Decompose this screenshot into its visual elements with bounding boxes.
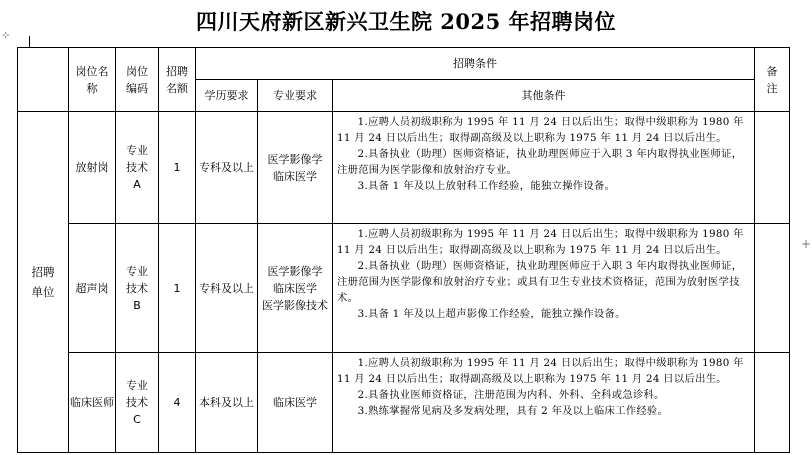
- education-requirement: 专科及以上: [196, 224, 258, 353]
- page-title: 四川天府新区新兴卫生院 2025 年招聘岗位: [195, 9, 617, 34]
- position-name: 放射岗: [69, 112, 116, 224]
- education-requirement: 专科及以上: [196, 112, 258, 224]
- table-row: [18, 112, 790, 224]
- position-name: 临床医师: [69, 353, 116, 453]
- other-conditions: [333, 112, 755, 224]
- major-line: 医学影像技术: [262, 298, 328, 312]
- remark-cell: [755, 224, 790, 353]
- position-code: [116, 112, 159, 224]
- code-line: 专业: [126, 144, 148, 157]
- header-conditions: 招聘条件: [196, 48, 755, 80]
- code-line: 专业: [126, 264, 148, 278]
- condition-item: 2.具备执业（助理）医师资格证，执业助理医师应于入职 3 年内取得执业医师证，注册范围为医学影像和放射治疗专业；或具有卫生专业技术资格证，范围为放射医学技术。: [337, 260, 743, 304]
- condition-item: 1.应聘人员初级职称为 1995 年 11 月 24 日以后出生；取得中级职称为 1980 年 11 月 24 日以后出生；取得副高级及以上职称为 1975 年 11 月 24 日以后出生。: [337, 357, 744, 385]
- major-line: 临床医学: [273, 396, 317, 409]
- quota-value: 1: [159, 224, 196, 353]
- header-row-1: [18, 48, 790, 80]
- major-requirement: [258, 224, 333, 353]
- header-other: 其他条件: [333, 80, 755, 112]
- add-column-icon[interactable]: +: [801, 237, 812, 251]
- major-line: 临床医学: [273, 169, 317, 183]
- condition-item: 3.熟练掌握常见病及多发病处理，具有 2 年及以上临床工作经验。: [357, 405, 669, 417]
- condition-item: 3.具备 1 年及以上放射科工作经验，能独立操作设备。: [357, 180, 616, 192]
- header-education: 学历要求: [196, 80, 258, 112]
- condition-item: 1.应聘人员初级职称为 1995 年 11 月 24 日以后出生；取得中级职称为 1980 年 11 月 24 日以后出生；取得副高级及以上职称为 1975 年 11 月 24 日以后出生。: [337, 228, 744, 256]
- position-name: 超声岗: [69, 224, 116, 353]
- major-requirement: [258, 353, 333, 453]
- header-unit-cell: [18, 48, 69, 112]
- condition-item: 1.应聘人员初级职称为 1995 年 11 月 24 日以后出生；取得中级职称为 1980 年 11 月 24 日以后出生；取得副高级及以上职称为 1975 年 11 月 24 日以后出生。: [337, 116, 744, 144]
- major-line: 医学影像学: [267, 264, 323, 278]
- other-conditions: [333, 224, 755, 353]
- job-table: [17, 47, 790, 453]
- code-line: 技术: [126, 281, 148, 295]
- move-handle-icon[interactable]: ⊹: [2, 31, 10, 41]
- header-remark: 备注: [755, 48, 790, 112]
- code-line: A: [133, 178, 141, 191]
- position-code: [116, 224, 159, 353]
- other-conditions: [333, 353, 755, 453]
- table-row: [18, 224, 790, 353]
- header-position-name: 岗位名称: [69, 48, 116, 112]
- table-row: [18, 353, 790, 453]
- header-major: 专业要求: [258, 80, 333, 112]
- condition-item: 2.具备执业（助理）医师资格证，执业助理医师应于入职 3 年内取得执业医师证，注册范围为医学影像和放射治疗专业。: [337, 148, 743, 176]
- recruiting-unit-cell: 招聘单位: [18, 112, 69, 453]
- quota-value: 4: [159, 353, 196, 453]
- education-requirement: 本科及以上: [196, 353, 258, 453]
- text-cursor: [29, 36, 30, 47]
- code-line: C: [133, 413, 141, 426]
- code-line: 专业: [126, 379, 148, 392]
- major-line: 临床医学: [273, 281, 317, 295]
- major-line: 医学影像学: [267, 152, 323, 166]
- code-line: 技术: [126, 161, 148, 174]
- condition-item: 3.具备 1 年及以上超声影像工作经验，能独立操作设备。: [357, 308, 626, 320]
- major-requirement: [258, 112, 333, 224]
- position-code: [116, 353, 159, 453]
- header-position-code: 岗位编码: [116, 48, 159, 112]
- code-line: 技术: [126, 396, 148, 409]
- quota-value: 1: [159, 112, 196, 224]
- condition-item: 2.具备执业医师资格证，注册范围为内科、外科、全科或急诊科。: [357, 389, 665, 401]
- code-line: B: [133, 298, 141, 312]
- remark-cell: [755, 112, 790, 224]
- header-quota: 招聘名额: [159, 48, 196, 112]
- remark-cell: [755, 353, 790, 453]
